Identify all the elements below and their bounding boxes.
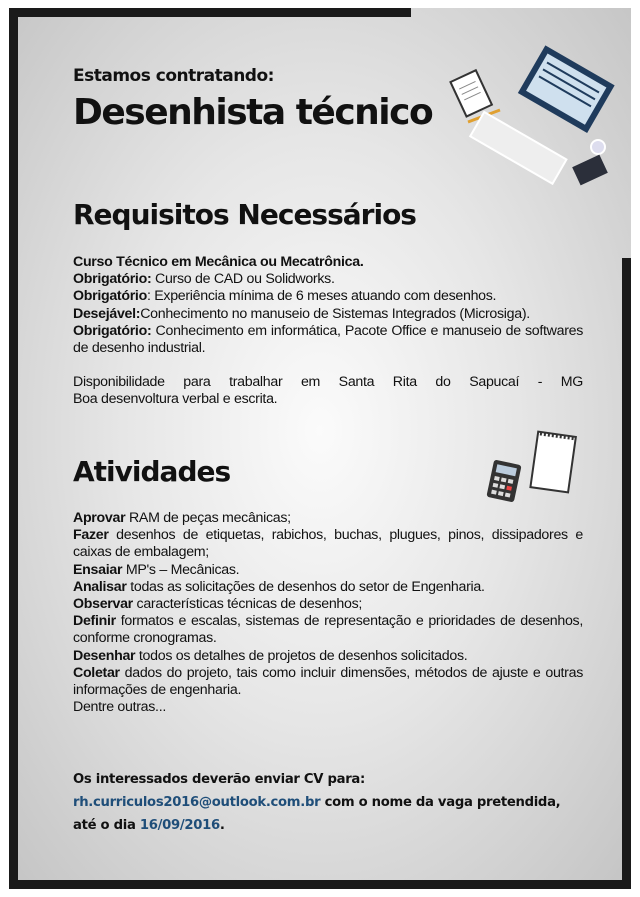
deadline-date: 16/09/2016 — [139, 818, 220, 833]
requirement-item: Desejável:Conhecimento no manuseio de Sistemas Integrados (Microsiga). — [73, 305, 530, 322]
activity-item: Observar características técnicas de desenhos; — [73, 596, 363, 613]
contact-email-link[interactable]: rh.curriculos2016@outlook.com.br — [73, 795, 321, 810]
requirement-item: Curso Técnico em Mecânica ou Mecatrônica. — [73, 254, 364, 270]
requirement-item: Obrigatório: Experiência mínima de 6 meses atuando com desenhos. — [73, 288, 497, 305]
activity-item: Aprovar RAM de peças mecânicas; — [73, 510, 291, 526]
job-title: Desenhista técnico — [73, 92, 433, 133]
frame-bottom-bar — [9, 880, 631, 889]
contact-end: . — [219, 818, 225, 833]
frame-top-bar — [9, 8, 411, 17]
hiring-subtitle: Estamos contratando: — [73, 66, 274, 86]
activity-item: Fazer desenhos de etiquetas, rabichos, buchas, plugues, pinos, dissipadores e caixas de embalagem; — [73, 527, 583, 561]
requirements-list — [73, 254, 583, 409]
requirement-item: Obrigatório: Curso de CAD ou Solidworks. — [73, 271, 335, 288]
activity-item: Definir formatos e escalas, sistemas de representação e prioridades de desenhos, conforme cronogramas. — [73, 613, 583, 647]
requirements-heading: Requisitos Necessários — [73, 198, 416, 231]
contact-intro: Os interessados deverão enviar CV para: — [73, 772, 366, 787]
activities-footer: Dentre outras... — [73, 699, 166, 716]
contact-text: com o nome da vaga pretendida, até o dia — [73, 795, 561, 833]
contact-info — [73, 768, 583, 837]
activities-list — [73, 510, 583, 716]
location-requirement: Disponibilidade para trabalhar em Santa Rita do Sapucaí - MG — [73, 374, 583, 391]
communication-requirement: Boa desenvoltura verbal e escrita. — [73, 391, 278, 408]
activity-item: Coletar dados do projeto, tais como incluir dimensões, métodos de ajuste e outras informações de engenharia. — [73, 664, 583, 699]
activity-item: Analisar todas as solicitações de desenhos do setor de Engenharia. — [73, 578, 485, 595]
requirement-item: Obrigatório: Conhecimento em informática, Pacote Office e manuseio de softwares de desenho industrial. — [73, 322, 583, 357]
activity-item: Desenhar todos os detalhes de projetos de desenhos solicitados. — [73, 647, 468, 664]
activities-heading: Atividades — [73, 455, 231, 488]
frame-left-bar — [9, 8, 18, 889]
activity-item: Ensaiar MP's – Mecânicas. — [73, 561, 240, 578]
frame-right-bar — [622, 258, 631, 889]
